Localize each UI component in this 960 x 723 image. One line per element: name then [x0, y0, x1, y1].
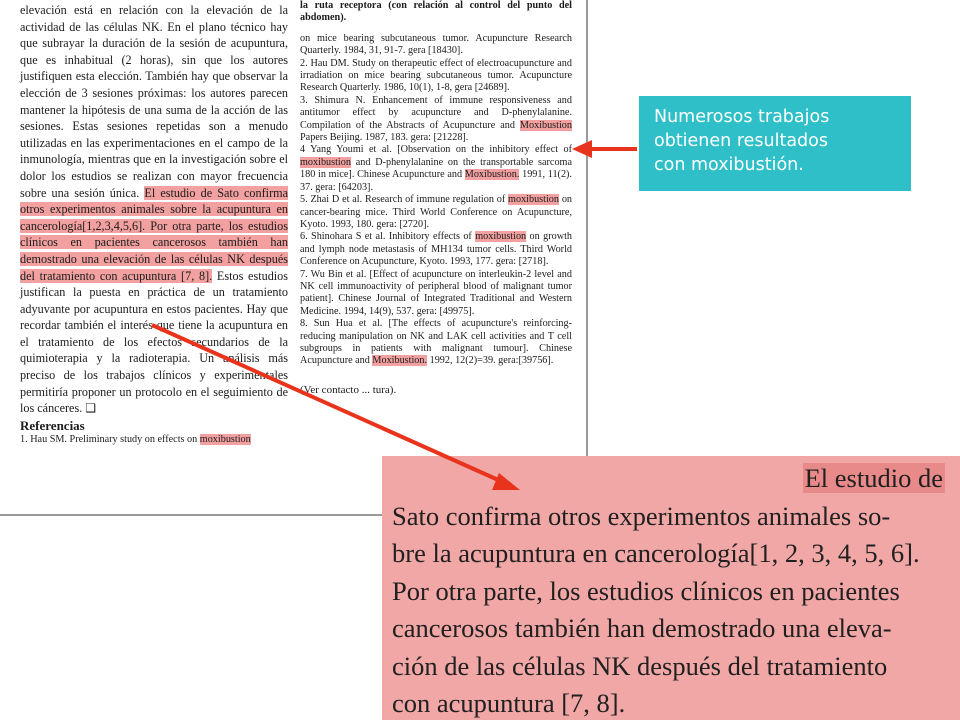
reference-4-mid: and D-phenylalanine on the transportable sarcoma 180 in mice]. Chinese Acupuncture and	[300, 156, 572, 181]
reference-3-text: 3. Shimura N. Enhancement of immune responsiveness and antitumor effect by acupuncture and D-phenylalanine. Compilation of the Abstracts of Acupuncture and	[300, 94, 572, 131]
zoom-line-6: ción de las células NK después del tratamiento	[392, 650, 888, 681]
reference-7: 7. Wu Bin et al. [Effect of acupuncture on interleukin-2 level and NK cell immunoactivity of peripheral blood of malignant tumor patient]. Chinese Journal of Integrated Traditional and Western Medicine. 1994, 14(9), 537. gera: [49975].	[300, 268, 572, 317]
reference-4-tail: 1991, 11(2). 37. gera: [64203].	[300, 169, 572, 193]
article-page	[0, 0, 588, 515]
reference-4-highlight-1: moxibustion	[300, 156, 351, 168]
reference-5-tail: on cancer-bearing mice. Third World Conference on Acupuncture, Kyoto. 1993, 180. gera: [2720].	[300, 194, 572, 230]
highlighted-passage: El estudio de Sato confirma otros experimentos animales sobre la acupuntura en cancerología[1,2,3,4,5,6]. Por otra parte, los estudios clínicos en pacientes cancerosos también han demostrado una elevación de las células NK después del tratamiento con acupuntura [7, 8].	[20, 185, 289, 283]
zoomed-passage	[382, 456, 960, 720]
conclusion-paragraph: Estos estudios justifican la puesta en práctica de un tratamiento adyuvante por acupuntura en estos pacientes. Hay que recordar también el interés que tiene la acupuntura en el tratamiento de los efectos secundarios de la quimioterapia y la radioterapia. Un análisis más preciso de los trabajos clínicos y experimentales permitiría proponer un protocolo en el seguimiento de los cánceres. ❑	[20, 268, 289, 416]
reference-5-highlight: moxibustion	[508, 194, 559, 206]
page-edge-bottom	[0, 514, 382, 516]
references-title: Referencias	[20, 417, 85, 433]
right-column	[300, 0, 572, 398]
reference-8-tail: 1992, 12(2)=39. gera:[39756].	[427, 355, 554, 367]
reference-2: 2. Hau DM. Study on therapeutic effect of electroacupuncture and irradiation on mice bearing subcutaneous tumor. Acupuncture Research Quarterly. 1986, 10(1), 1-8, gera [24689].	[300, 57, 572, 94]
reference-3-tail: Papers Beijing. 1987, 183. gera: [21228].	[300, 132, 469, 144]
zoom-line-7: con acupuntura [7, 8].	[392, 688, 626, 718]
left-column	[20, 2, 288, 446]
zoom-line-5: cancerosos también han demostrado una eleva-	[392, 613, 892, 643]
reference-5-text: 5. Zhai D et al. Research of immune regulation of	[300, 194, 509, 206]
zoom-line-4: Por otra parte, los estudios clínicos en pacientes	[392, 575, 900, 606]
zoom-line-2: Sato confirma otros experimentos animales so-	[392, 500, 891, 531]
reference-6-text: 6. Shinohara S et al. Inhibitory effects of	[300, 231, 476, 243]
right-header-note: la ruta receptora (con relación al control del punto del abdomen).	[300, 0, 572, 24]
reference-1-cont: on mice bearing subcutaneous tumor. Acupuncture Research Quarterly. 1984, 31, 91-7. gera [18430].	[300, 32, 572, 57]
reference-6	[300, 231, 572, 268]
callout-line-2: obtienen resultados	[654, 131, 828, 151]
zoom-line-3: bre la acupuntura en cancerología[1, 2, 3, 4, 5, 6].	[392, 538, 920, 568]
reference-4-highlight-2: Moxibustion.	[464, 169, 520, 181]
intro-paragraph: elevación está en relación con la elevación de la actividad de las células NK. En el plano técnico hay que subrayar la duración de la sesión de acupuntura, que es inhabitual (2 horas), sin que los autores justifiquen esta elección. También hay que observar la elección de 3 sesiones próximas: los autores parecen mantener la hipótesis de una suma de la acción de las sesiones. Estas sesiones repetidas son a menudo utilizadas en las experimentaciones en el campo de la inmunología, mientras que en la investigación sobre el dolor los estudios se realizan con mayor frecuencia sobre una sesión única.	[20, 3, 288, 200]
reference-8-highlight: Moxibustion.	[372, 355, 428, 367]
reference-1-highlight: moxibustion	[199, 433, 251, 445]
reference-3	[300, 95, 572, 145]
callout-box	[639, 96, 911, 191]
reference-6-tail: on growth and lymph node metastasis of MH134 tumor cells. Third World Conference on Acupuncture, Kyoto. 1993, 177. gera: [2718].	[300, 231, 572, 268]
page-edge-right	[586, 0, 588, 456]
reference-5	[300, 194, 572, 231]
callout-line-3: con moxibustión.	[654, 155, 804, 175]
reference-8-text: 8. Sun Hua et al. [The effects of acupuncture's reinforcing-reducing manipulation on NK and LAK cell activities and T cell subgroups in patients with malignant tumour]. Chinese Acupuncture and	[300, 318, 572, 367]
reference-4	[300, 144, 572, 194]
reference-4-text: 4 Yang Youmi et al. [Observation on the inhibitory effect of	[300, 144, 572, 156]
reference-3-highlight: Moxibustion	[519, 119, 572, 131]
contact-footer: (Ver contacto ... tura).	[300, 383, 397, 396]
zoom-line-1-text: El estudio de	[804, 463, 943, 493]
reference-8	[300, 318, 572, 368]
reference-6-highlight: moxibustion	[475, 231, 527, 243]
reference-1-text: 1. Hau SM. Preliminary study on effects on	[20, 433, 200, 445]
zoom-line-1	[392, 460, 950, 498]
callout-line-1: Numerosos trabajos	[654, 107, 830, 127]
